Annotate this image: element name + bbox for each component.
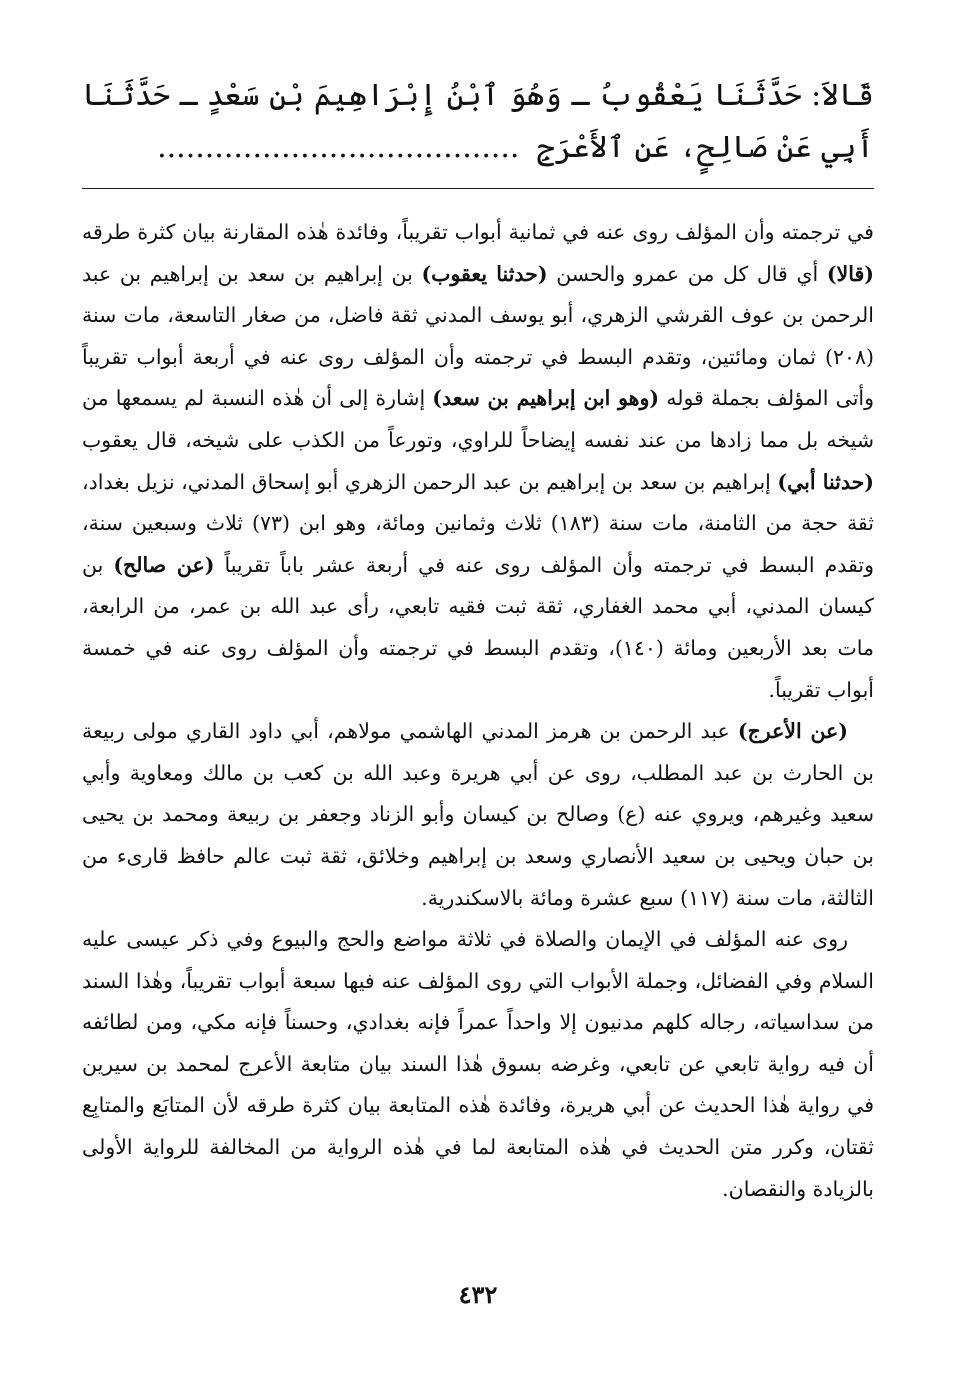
keyword-an-salih: (عن صالح) (113, 552, 215, 577)
keyword-haddathana-abi: (حدثنا أبي) (777, 469, 874, 494)
page-number: ٤٣٢ (458, 1280, 498, 1309)
keyword-qala: (قالا) (826, 261, 874, 286)
separator-line (82, 188, 874, 189)
keyword-haddathana-yaqub: (حدثنا يعقوب) (421, 261, 548, 286)
keyword-an-al-araj: (عن الأعرج) (737, 719, 848, 744)
hadith-text (82, 70, 874, 174)
hadith-chain: قَالاَ: حَدَّثَنَا يَعْقُوبُ ـ وَهُوَ ٱبْنُ إِبْرَاهِيمَ بْنِ سَعْدٍ ـ حَدَّثَنَا أَبِي عَنْ صَالِحٍ، عَنِ ٱلأَعْرَجِ (82, 78, 875, 165)
commentary-paragraph-2: (عن الأعرج) عبد الرحمن بن هرمز المدني الهاشمي مولاهم، أبي داود القاري مولى ربيعة بن الحارث بن عبد المطلب، روى عن أبي هريرة وعبد الله بن كعب بن مالك ومعاوية وأبي سعيد وغيرهم، ويروي عنه (ع) وصالح بن كيسان وأبو الزناد وجعفر بن ربيعة ومحمد بن يحيى بن حبان ويحيى بن سعيد الأنصاري وسعد بن إبراهيم وخلائق، ثقة ثبت عالم حافظ قارىء من الثالثة، مات سنة (١١٧) سبع عشرة ومائة بالاسكندرية. (82, 719, 874, 910)
commentary-paragraph-1: في ترجمته وأن المؤلف روى عنه في ثمانية أبواب تقريباً، وفائدة هٰذه المقارنة بيان كثرة طرقه (قالا) أي قال كل من عمرو والحسن (حدثنا يعقوب) بن إبراهيم بن سعد بن إبراهيم بن عبد الرحمن بن عوف القرشي الزهري، أبو يوسف المدني ثقة فاضل، من صغار التاسعة، مات سنة (٢٠٨) ثمان ومائتين، وتقدم البسط في ترجمته وأن المؤلف روى عنه في أربعة أبواب تقريباً وأتى المؤلف بجملة قوله (وهو ابن إبراهيم بن سعد) إشارة إلى أن هٰذه النسبة لم يسمعها من شيخه بل مما زادها من عند نفسه إيضاحاً للراوي، وتورعاً من الكذب على شيخه، قال يعقوب (حدثنا أبي) إبراهيم بن سعد بن إبراهيم بن عبد الرحمن الزهري أبو إسحاق المدني، نزيل بغداد، ثقة حجة من الثامنة، مات سنة (١٨٣) ثلاث وثمانين ومائة، وهو ابن (٧٣) ثلاث وسبعين سنة، وتقدم البسط في ترجمته وأن المؤلف روى عنه في أربعة عشر باباً تقريباً (عن صالح) بن كيسان المدني، أبي محمد الغفاري، ثقة ثبت فقيه تابعي، رأى عبد الله بن عمر، من الرابعة، مات بعد الأربعين ومائة (١٤٠)، وتقدم البسط في ترجمته وأن المؤلف روى عنه في خمسة أبواب تقريباً. (82, 220, 875, 702)
keyword-wahuwa-ibn-ibrahim: (وهو ابن إبراهيم بن سعد) (432, 386, 660, 411)
commentary (82, 212, 874, 1210)
hadith-ellipsis: ...................................... (157, 130, 520, 165)
commentary-paragraph-3: روى عنه المؤلف في الإيمان والصلاة في ثلاثة مواضع والحج والبيوع وفي ذكر عيسى عليه السلام وفي الفضائل، وجملة الأبواب التي روى المؤلف عنه فيها سبعة أبواب تقريباً، وهٰذا السند من سداسياته، رجاله كلهم مدنيون إلا واحداً عمراً فإنه بغدادي، وحسناً فإنه مكي، ومن لطائفه أن فيه رواية تابعي عن تابعي، وغرضه بسوق هٰذا السند بيان متابعة الأعرج لمحمد بن سيرين في رواية هٰذا الحديث عن أبي هريرة، وفائدة هٰذه المتابعة بيان كثرة طرقه لأن المتابَع والمتابِع ثقتان، وكرر متن الحديث في هٰذه المتابعة لما في هٰذه الرواية من المخالفة للرواية الأولى بالزيادة والنقصان. (82, 927, 874, 1201)
